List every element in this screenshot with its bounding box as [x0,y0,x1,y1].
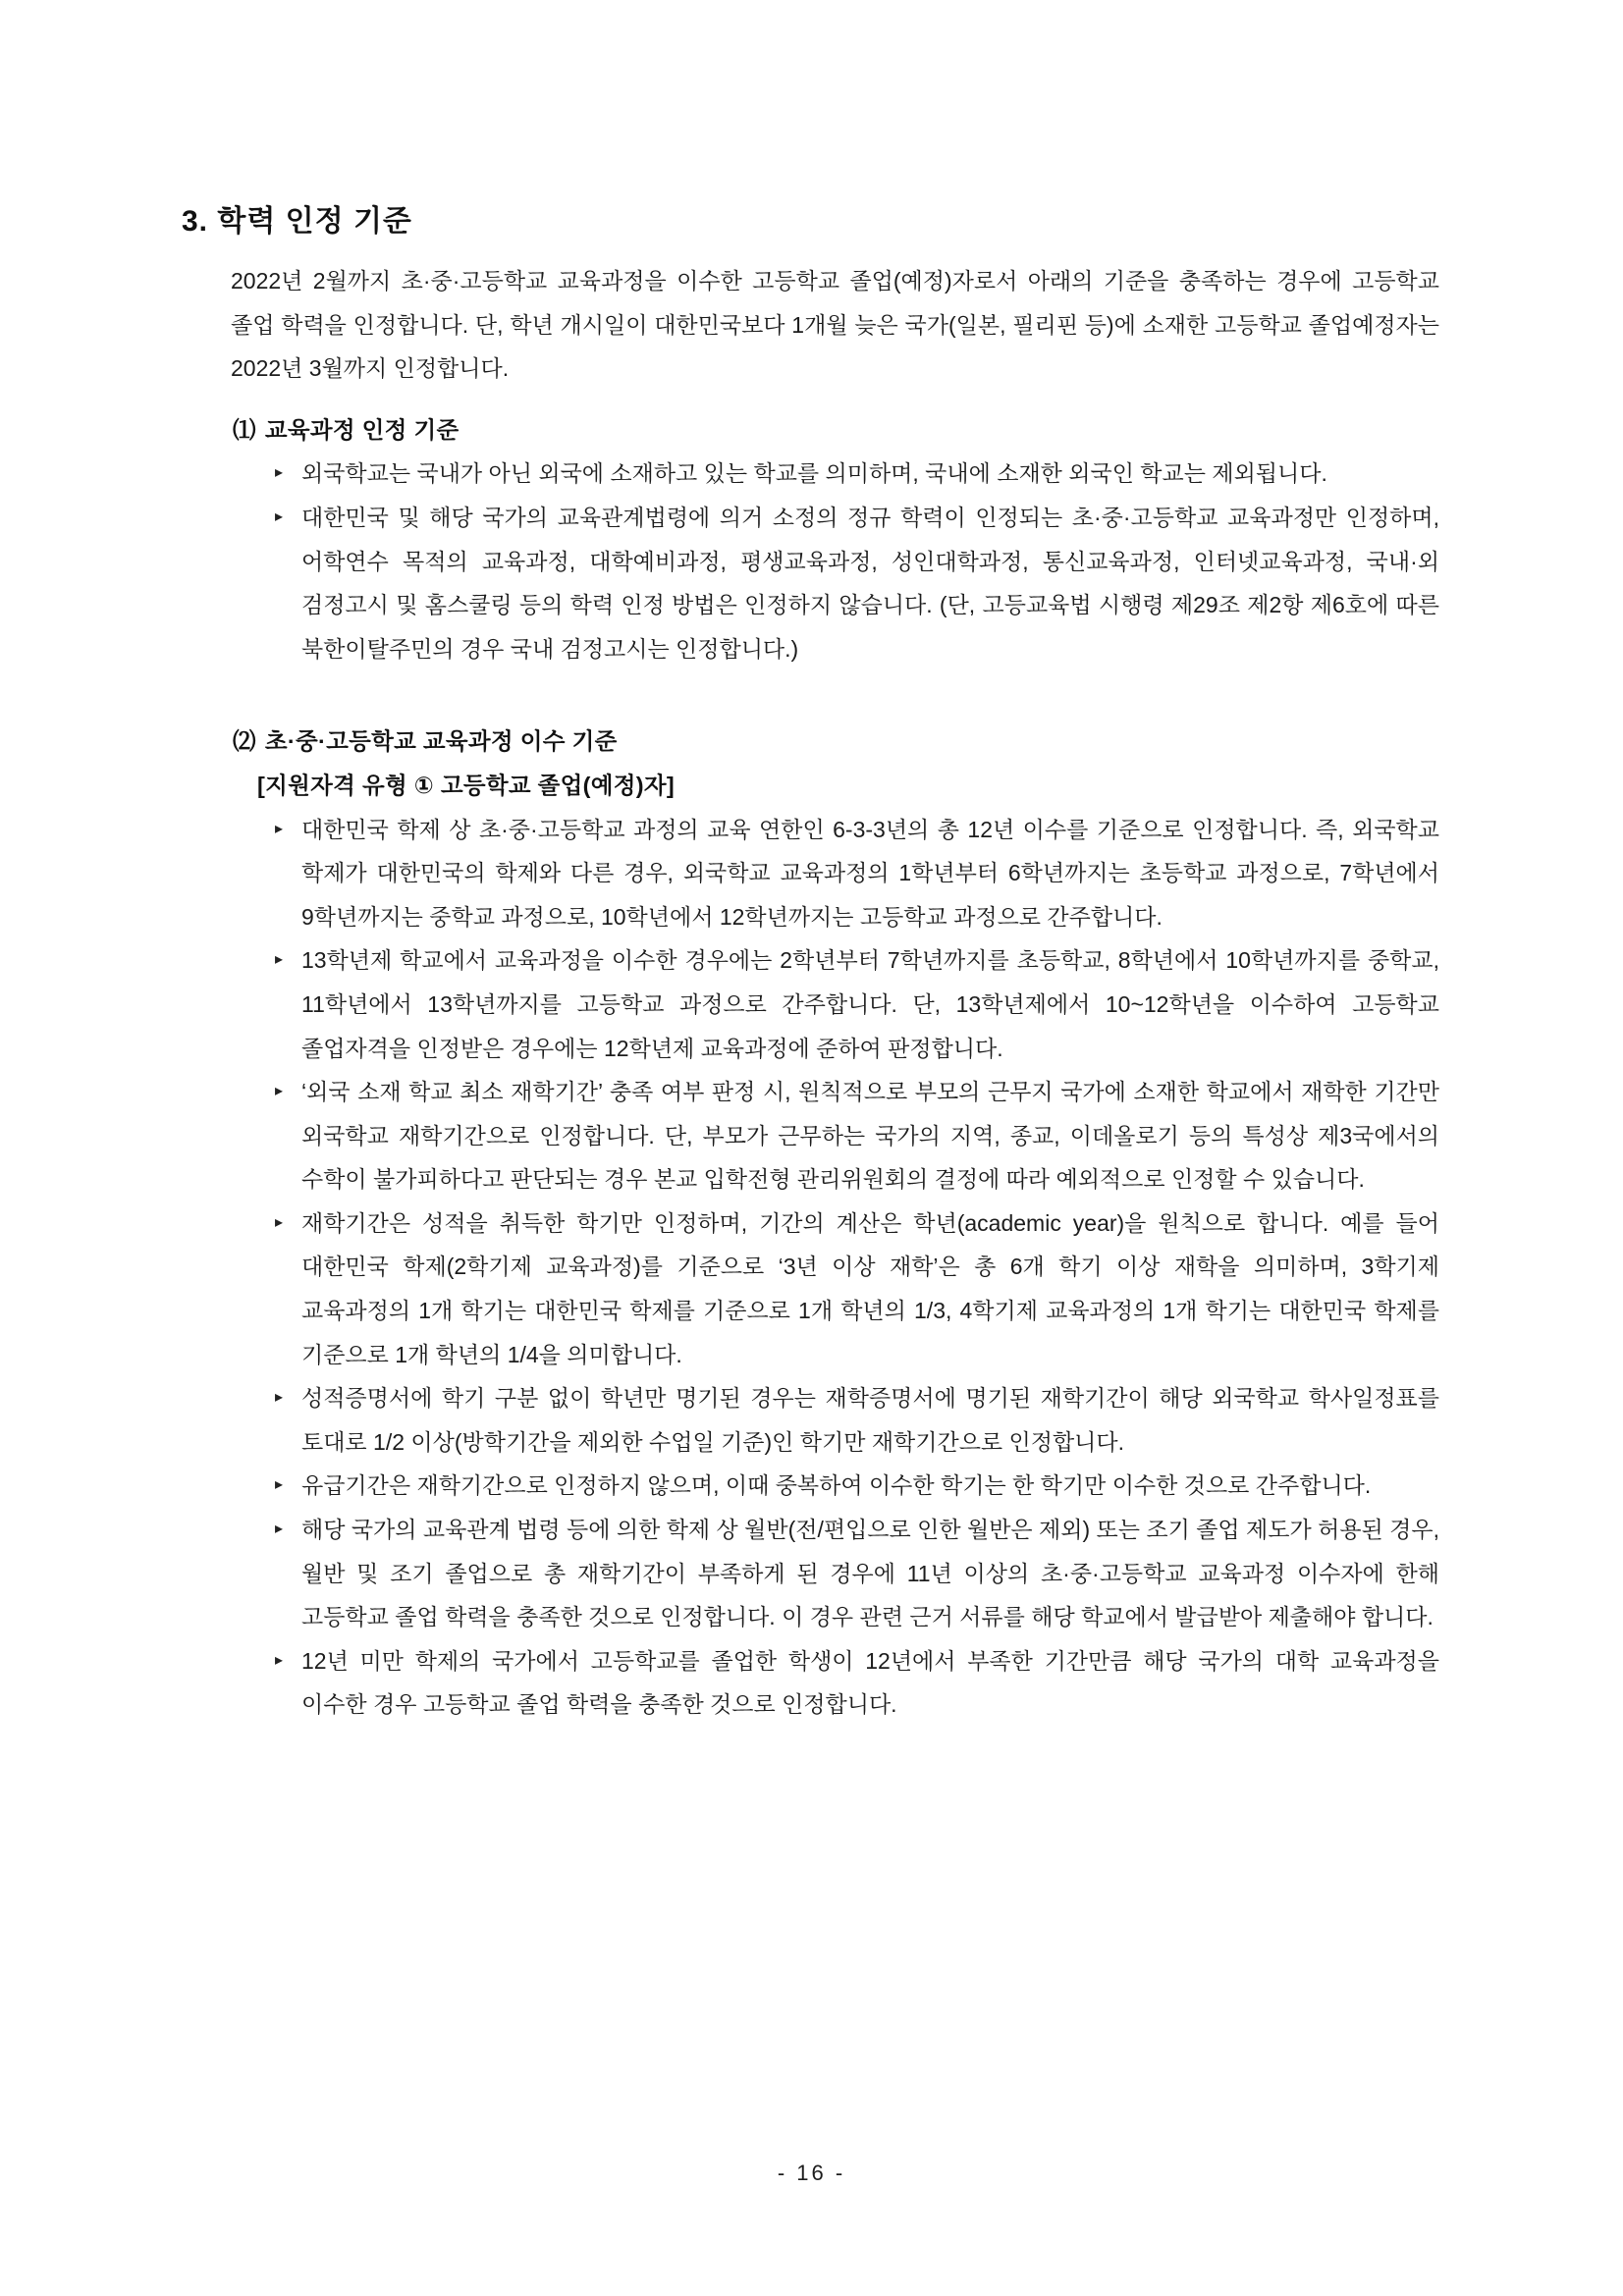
bullet-text: 12년 미만 학제의 국가에서 고등학교를 졸업한 학생이 12년에서 부족한 기간만큼 해당 국가의 대학 교육과정을 이수한 경우 고등학교 졸업 학력을 충족한 것으로 인정합니다. [301,1647,1439,1718]
bullet-text: 해당 국가의 교육관계 법령 등에 의한 학제 상 월반(전/편입으로 인한 월반은 제외) 또는 조기 졸업 제도가 허용된 경우, 월반 및 조기 졸업으로 총 재학기간이 부족하게 된 경우에 11년 이상의 초·중·고등학교 교육과정 이수자에 한해 고등학교 졸업 학력을 충족한 것으로 인정합니다. 이 경우 관련 근거 서류를 해당 학교에서 발급받아 제출해야 합니다. [301,1517,1439,1630]
bullet-text: 대한민국 학제 상 초·중·고등학교 과정의 교육 연한인 6-3-3년의 총 12년 이수를 기준으로 인정합니다. 즉, 외국학교 학제가 대한민국의 학제와 다른 경우, 외국학교 교육과정의 1학년부터 6학년까지는 초등학교 과정으로, 7학년에서 9학년까지는 중학교 과정으로, 10학년에서 12학년까지는 고등학교 과정으로 간주합니다. [301,816,1439,930]
triangle-bullet-icon: ▸ [275,464,284,482]
applicant-type-subheading: [지원자격 유형 ① 고등학교 졸업(예정)자] [257,772,676,798]
list-item [275,452,1439,496]
bullet-text: 외국학교는 국내가 아닌 외국에 소재하고 있는 학교를 의미하며, 국내에 소재한 외국인 학교는 제외됩니다. [301,460,1327,487]
page-title: 3. 학력 인정 기준 [182,205,412,238]
bullet-text: 대한민국 및 해당 국가의 교육관계법령에 의거 소정의 정규 학력이 인정되는 초·중·고등학교 교육과정만 인정하며, 어학연수 목적의 교육과정, 대학예비과정, 평생교육과정, 성인대학과정, 통신교육과정, 인터넷교육과정, 국내·외 검정고시 및 홈스쿨링 등의 학력 인정 방법은 인정하지 않습니다. (단, 고등교육법 시행령 제29조 제2항 제6호에 따른 북한이탈주민의 경우 국내 검정고시는 인정합니다.) [301,504,1439,662]
subsection-curriculum-completion [182,720,1439,1727]
bullet-text: 성적증명서에 학기 구분 없이 학년만 명기된 경우는 재학증명서에 명기된 재학기간이 해당 외국학교 학사일정표를 토대로 1/2 이상(방학기간을 제외한 수업일 기준)인 학기만 재학기간으로 인정합니다. [301,1385,1439,1455]
list-item [275,1070,1439,1201]
subsection-1-marker: ⑴ [233,416,256,443]
triangle-bullet-icon: ▸ [275,1521,284,1538]
triangle-bullet-icon: ▸ [275,1213,284,1231]
triangle-bullet-icon: ▸ [275,1389,284,1407]
subsection-2-marker: ⑵ [233,728,256,755]
list-item [275,808,1439,939]
page-number: - 16 - [777,2161,846,2185]
bullet-text: ‘외국 소재 학교 최소 재학기간’ 충족 여부 판정 시, 원칙적으로 부모의 근무지 국가에 소재한 학교에서 재학한 기간만 외국학교 재학기간으로 인정합니다. 단, 부모가 근무하는 국가의 지역, 종교, 이데올로기 등의 특성상 제3국에서의 수학이 불가피하다고 판단되는 경우 본교 입학전형 관리위원회의 결정에 따라 예외적으로 인정할 수 있습니다. [301,1079,1439,1193]
list-item [275,1464,1439,1508]
bullet-text: 유급기간은 재학기간으로 인정하지 않으며, 이때 중복하여 이수한 학기는 한 학기만 이수한 것으로 간주합니다. [301,1472,1372,1499]
list-item [275,1201,1439,1376]
triangle-bullet-icon: ▸ [275,1083,284,1100]
subsection-2-bullet-list [275,808,1439,1727]
triangle-bullet-icon: ▸ [275,820,284,837]
triangle-bullet-icon: ▸ [275,1476,284,1494]
bullet-text: 13학년제 학교에서 교육과정을 이수한 경우에는 2학년부터 7학년까지를 초등학교, 8학년에서 10학년까지를 중학교, 11학년에서 13학년까지를 고등학교 과정으로 간주합니다. 단, 13학년제에서 10~12학년을 이수하여 고등학교 졸업자격을 인정받은 경우에는 12학년제 교육과정에 준하여 판정합니다. [301,947,1439,1061]
subsection-curriculum-recognition [182,408,1439,671]
list-item [275,1376,1439,1464]
list-item [275,938,1439,1070]
subsection-2-title: 초·중·고등학교 교육과정 이수 기준 [264,728,618,755]
bullet-text: 재학기간은 성적을 취득한 학기만 인정하며, 기간의 계산은 학년(academic year)을 원칙으로 합니다. 예를 들어 대한민국 학제(2학기제 교육과정)를 기준으로 ‘3년 이상 재학’은 총 6개 학기 이상 재학을 의미하며, 3학기제 교육과정의 1개 학기는 대한민국 학제를 기준으로 1개 학년의 1/3, 4학기제 교육과정의 1개 학기는 대한민국 학제를 기준으로 1개 학년의 1/4을 의미합니다. [301,1209,1439,1367]
intro-paragraph: 2022년 2월까지 초·중·고등학교 교육과정을 이수한 고등학교 졸업(예정)자로서 아래의 기준을 충족하는 경우에 고등학교 졸업 학력을 인정합니다. 단, 학년 개시일이 대한민국보다 1개월 늦은 국가(일본, 필리핀 등)에 소재한 고등학교 졸업예정자는 2022년 3월까지 인정합니다. [231,268,1439,382]
subsection-1-title: 교육과정 인정 기준 [264,416,460,443]
triangle-bullet-icon: ▸ [275,507,284,525]
subsection-1-heading [233,408,1439,453]
triangle-bullet-icon: ▸ [275,1651,284,1669]
triangle-bullet-icon: ▸ [275,951,284,969]
list-item [275,1508,1439,1639]
list-item [275,496,1439,670]
list-item [275,1639,1439,1727]
subsection-1-bullet-list [275,452,1439,670]
subsection-2-heading [233,720,1439,764]
